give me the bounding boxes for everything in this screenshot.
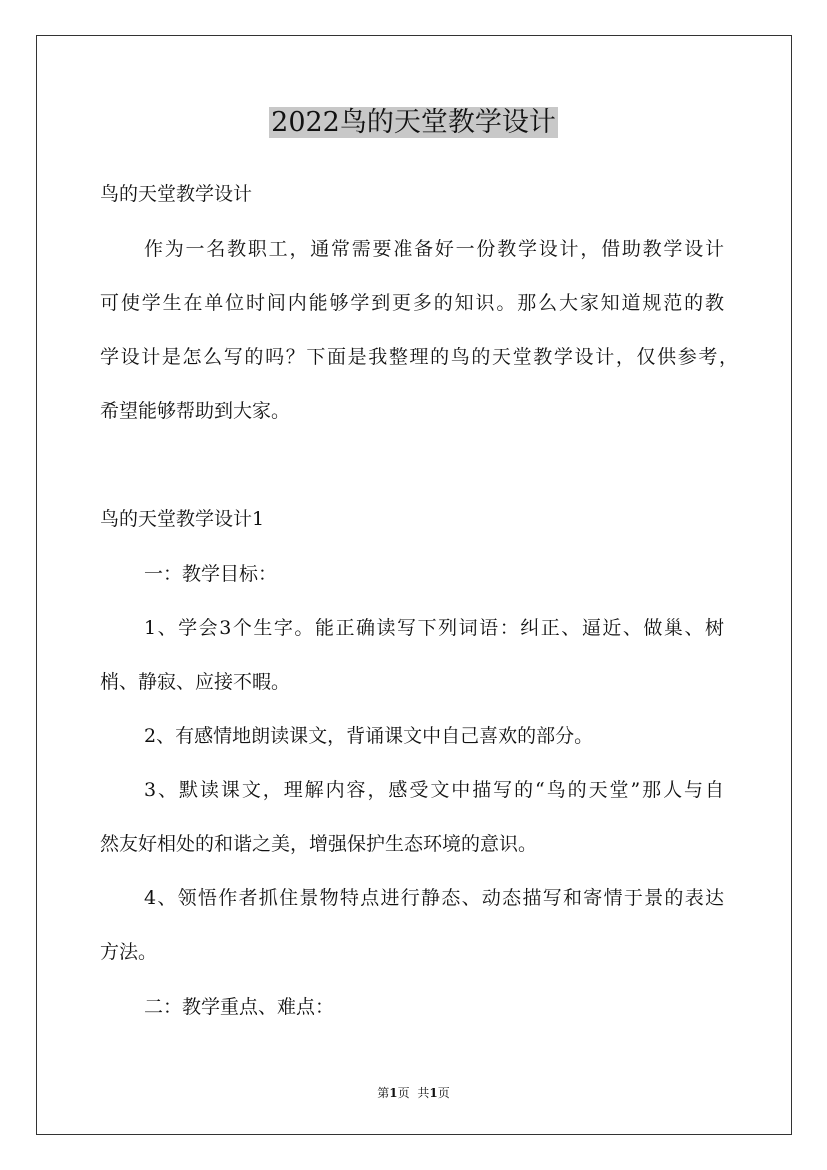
page-footer — [0, 1085, 827, 1101]
objective-line-6: 4、领悟作者抓住景物特点进行静态、动态描写和寄情于景的表达 — [144, 887, 724, 909]
document-subtitle: 鸟的天堂教学设计 — [100, 183, 253, 205]
footer-page-prefix: 第 — [377, 1086, 390, 1100]
intro-line-4: 希望能够帮助到大家。 — [100, 400, 291, 422]
objective-line-2: 梢、静寂、应接不暇。 — [100, 671, 291, 693]
objective-line-1: 1、学会3个生字。能正确读写下列词语：纠正、逼近、做巢、树 — [144, 617, 724, 639]
key-points-heading: 二：教学重点、难点： — [144, 996, 335, 1018]
objective-line-4: 3、默读课文，理解内容，感受文中描写的“鸟的天堂”那人与自 — [144, 779, 724, 801]
footer-page-suffix: 页 — [397, 1086, 410, 1100]
footer-total-number: 1 — [429, 1086, 438, 1100]
objective-line-5: 然友好相处的和谐之美，增强保护生态环境的意识。 — [100, 833, 538, 855]
section-heading: 鸟的天堂教学设计1 — [100, 508, 265, 530]
footer-page-number: 1 — [389, 1086, 398, 1100]
document-title — [0, 104, 827, 142]
objectives-heading: 一：教学目标： — [144, 563, 278, 585]
intro-line-1: 作为一名教职工，通常需要准备好一份教学设计，借助教学设计 — [144, 238, 724, 260]
intro-line-2: 可使学生在单位时间内能够学到更多的知识。那么大家知道规范的教 — [100, 292, 724, 314]
intro-line-3: 学设计是怎么写的吗？下面是我整理的鸟的天堂教学设计，仅供参考， — [100, 346, 738, 368]
footer-total-prefix: 共 — [417, 1086, 430, 1100]
footer-total-suffix: 页 — [437, 1086, 450, 1100]
objective-line-7: 方法。 — [100, 941, 158, 963]
document-title-text: 2022鸟的天堂教学设计 — [271, 107, 556, 138]
objective-line-3: 2、有感情地朗读课文，背诵课文中自己喜欢的部分。 — [144, 725, 594, 747]
